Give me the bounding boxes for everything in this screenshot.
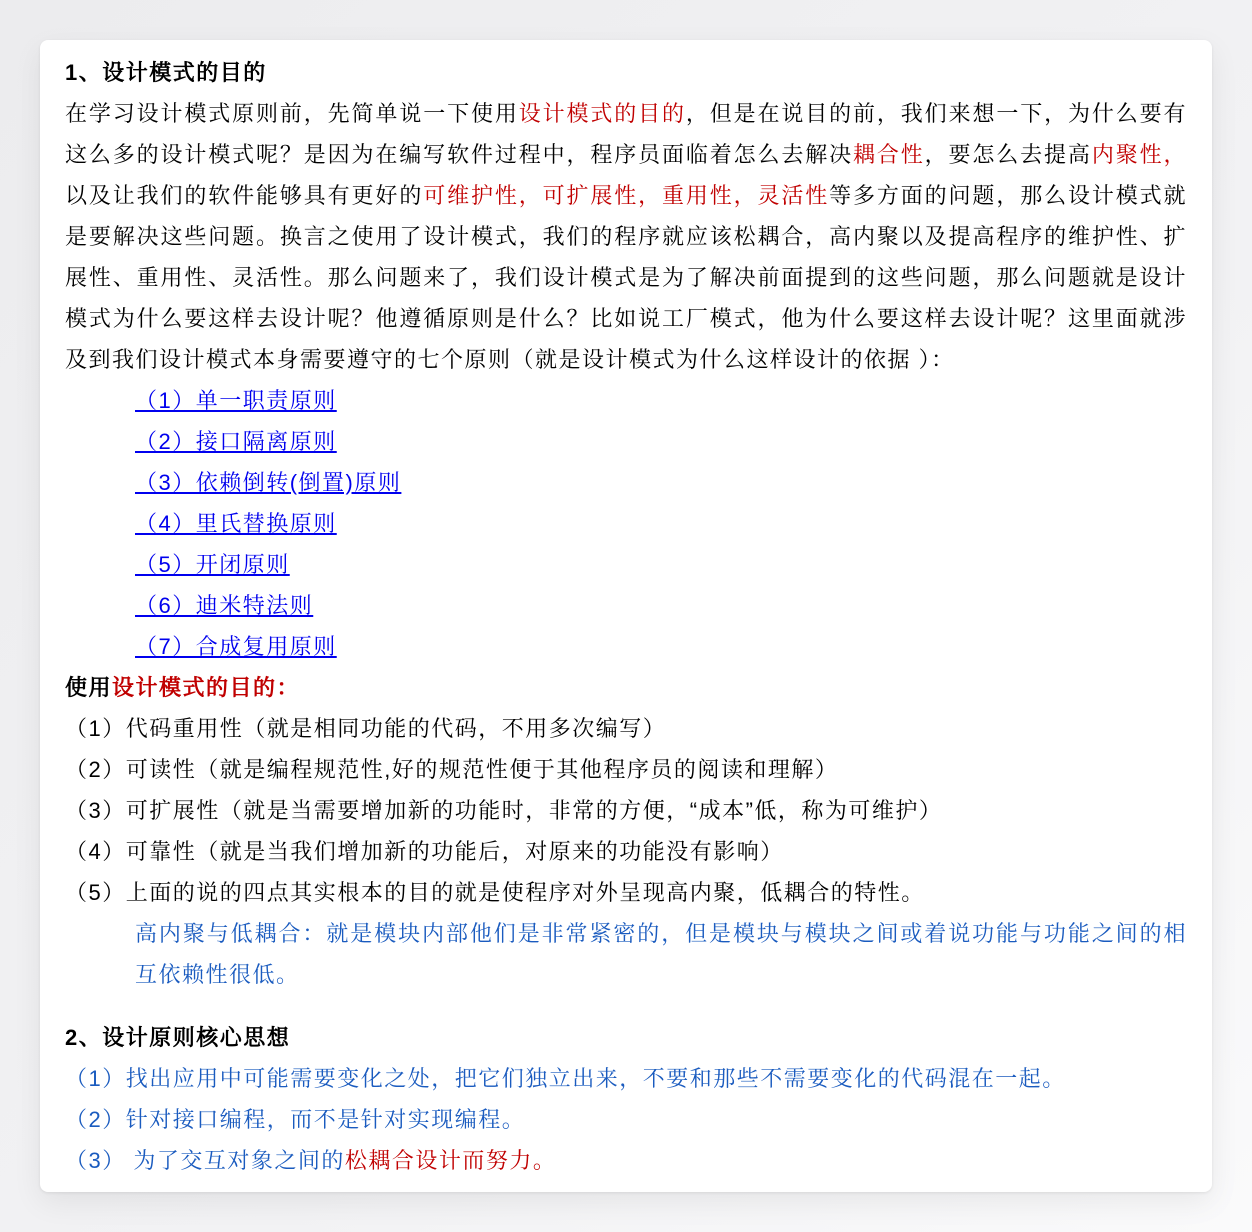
intro-text: 等多方面的问题，那么设计模式就是要解决这些问题。换言之使用了设计模式，我们的程序就应该松耦合，高内聚以及提高程序的维护性、扩展性、重用性、灵活性。那么问题来了，我们设计模式是为了解决前面提到的这些问题，那么问题就是设计模式为什么要这样去设计呢？他遵循原则是什么？比如说工厂模式，他为什么要这样去设计呢？这里面就涉及到我们设计模式本身需要遵守的七个原则（就是设计模式为什么这样设计的依据 ）： <box>65 183 1187 372</box>
purpose-heading <box>65 667 1187 708</box>
purpose-heading-prefix: 使用 <box>65 675 113 700</box>
principle-link-composite-reuse[interactable]: （7）合成复用原则 <box>135 634 337 659</box>
principle-link-open-closed[interactable]: （5）开闭原则 <box>135 552 290 577</box>
intro-text: 以及让我们的软件能够具有更好的 <box>65 183 424 208</box>
intro-emphasis-cohesion: 内聚性， <box>1091 142 1187 167</box>
intro-text: ，但是在说目的前，我们来想一下，为什么要有这么多的设计模式呢？是因为在编写软件过程中，程序员面临着怎么去解决 <box>65 101 1187 167</box>
section1-title: 1、设计模式的目的 <box>65 60 267 85</box>
intro-text: 在学习设计模式原则前，先简单说一下使用 <box>65 101 519 126</box>
principle-link-liskov-substitution[interactable]: （4）里氏替换原则 <box>135 511 337 536</box>
article-card <box>40 40 1212 1192</box>
purpose-item-summary: （5）上面的说的四点其实根本的目的就是使程序对外呈现高内聚，低耦合的特性。 <box>65 880 925 905</box>
list-item <box>135 421 1187 462</box>
core-item-loose-coupling <box>65 1140 1187 1181</box>
principle-link-demeter[interactable]: （6）迪米特法则 <box>135 593 314 618</box>
cohesion-note: 高内聚与低耦合：就是模块内部他们是非常紧密的，但是模块与模块之间或着说功能与功能之间的相互依赖性很低。 <box>135 921 1187 987</box>
principle-link-single-responsibility[interactable]: （1）单一职责原则 <box>135 388 337 413</box>
list-item <box>135 380 1187 421</box>
core-item-program-to-interface: （2）针对接口编程，而不是针对实现编程。 <box>65 1107 526 1132</box>
intro-emphasis-qualities: 可维护性，可扩展性，重用性，灵活性 <box>423 183 830 208</box>
core-item-loose-coupling-lead: （3） 为了交互对象之间的 <box>65 1148 345 1173</box>
list-item <box>135 544 1187 585</box>
list-item <box>135 626 1187 667</box>
principle-link-interface-segregation[interactable]: （2）接口隔离原则 <box>135 429 337 454</box>
core-item-encapsulate-variation: （1）找出应用中可能需要变化之处，把它们独立出来，不要和那些不需要变化的代码混在一起。 <box>65 1066 1066 1091</box>
intro-text: ，要怎么去提高 <box>924 142 1092 167</box>
intro-emphasis-purpose: 设计模式的目的 <box>518 101 686 126</box>
intro-paragraph <box>65 93 1187 380</box>
list-item <box>135 585 1187 626</box>
section2-title: 2、设计原则核心思想 <box>65 1025 291 1050</box>
purpose-item-reliability: （4）可靠性（就是当我们增加新的功能后，对原来的功能没有影响） <box>65 839 784 864</box>
principles-list <box>65 380 1187 667</box>
purpose-heading-emphasis: 设计模式的目的： <box>112 675 301 700</box>
purpose-item-reuse: （1）代码重用性（就是相同功能的代码，不用多次编写） <box>65 716 667 741</box>
purpose-item-extensibility: （3）可扩展性（就是当需要增加新的功能时，非常的方便，“成本”低，称为可维护） <box>65 798 943 823</box>
purpose-item-readability: （2）可读性（就是编程规范性,好的规范性便于其他程序员的阅读和理解） <box>65 757 839 782</box>
core-item-loose-coupling-emphasis: 松耦合设计而努力。 <box>344 1148 557 1173</box>
list-item <box>135 503 1187 544</box>
list-item <box>135 462 1187 503</box>
principle-link-dependency-inversion[interactable]: （3）依赖倒转(倒置)原则 <box>135 470 402 495</box>
intro-emphasis-coupling: 耦合性 <box>853 142 925 167</box>
